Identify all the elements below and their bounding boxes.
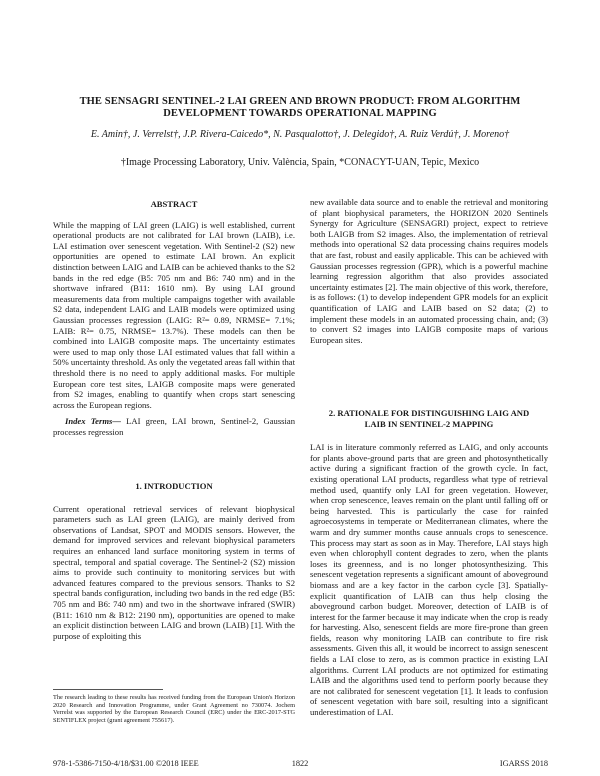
author-list: E. Amin†, J. Verrelst†, J.P. Rivera-Caicedo*, N. Pasqualotto†, J. Delegido†, A. Ruiz Verdú†, J. Moreno†: [90, 129, 510, 140]
section-2: [310, 408, 548, 718]
introduction-section: [53, 481, 295, 641]
title-line-2: DEVELOPMENT TOWARDS OPERATIONAL MAPPING: [163, 108, 437, 119]
section-2-heading: [310, 408, 548, 429]
index-terms: [53, 416, 295, 437]
index-terms-text: LAI green, LAI brown, Sentinel-2, Gaussian processes regression: [53, 416, 296, 437]
section-2-heading-line-2: LAIB IN SENTINEL-2 MAPPING: [364, 418, 494, 429]
index-terms-label: Index Terms—: [65, 416, 121, 427]
intro-continuation: new available data source and to enable the retrieval and monitoring of plant biophysical parameters, the HORIZON 2020 Sentinels Synergy for Agriculture (SENSAGRI) project, expect to retrieve both LAIGB from S2 images. Also, the implementation of retrieval methods into operational S2 data processing chains requires models that are fast, robust and easily applicable. This can be achieved with Gaussian processes regression (GPR), which is a powerful machine learning regression algorithm that also provides associated uncertainty estimates [2]. The main objective of this work, therefore, is as follows: (1) to develop independent GPR models for an explicit quantification of LAIG and LAIB based on S2 data; (2) to implement these models in an automated processing chain, and; (3) to convert S2 images into LAIGB composite maps of various European sites.: [310, 197, 548, 345]
abstract-heading: ABSTRACT: [150, 199, 198, 209]
affiliation: †Image Processing Laboratory, Univ. València, Spain, *CONACYT-UAN, Tepic, Mexico: [120, 157, 480, 168]
abstract-section: [53, 199, 295, 437]
section-2-heading-line-1: 2. RATIONALE FOR DISTINGUISHING LAIG AND: [328, 408, 530, 418]
abstract-body: While the mapping of LAI green (LAIG) is well established, current operational products are not calibrated for LAI brown (LAIB), i.e. LAI estimation over senescent vegetation. With Sentinel-2 (S2) new opportunities are opened to estimate LAI brown. An explicit distinction between LAIG and LAIB can be achieved thanks to the S2 bands in the red edge (B5: 705 nm and B6: 740 nm) and in the shortwave infrared (B11: 1610 nm). By using LAI ground measurements data from multiple campaigns together with available S2 data, independent LAIG and LAIB models were optimized using Gaussian processes regression (LAIG: R²= 0.89, NRMSE= 7.1%; LAIB: R²= 0.75, NRMSE= 13.7%). These models can then be combined into LAIGB composite maps. The uncertainty estimates were used to map only those LAI estimated values that fall within a 50% uncertainty threshold. As only the vegetated areas fall within that threshold there is no need to apply additional masks. For multiple European core test sites, LAIGB composite maps were generated from S2 images, enabling to quantify when crops start senescing across the European regions.: [53, 219, 295, 410]
section-2-body: LAI is in literature commonly referred as LAIG, and only accounts for plants above-ground parts that are green and photosynthetically active during a significant fraction of the growth cycle. In fact, existing operational LAI products, regardless what type of retrieval method used, quantify only LAI for green vegetation. However, when crop senescence, leaves remain on the plant until falling off or being harvested. This is particularly the case for rainfed agroecosystems in temperate or Mediterranean climates, where the warm and dry summer months cause annuals crops to senescence. This process may start as soon as in May. Therefore, LAI stays high even when chlorophyll content degrades to zero, when the plants loses its greenness, and is no longer photosynthesizing. This senescent vegetation represents a significant amount of aboveground biomass and are a key factor in the carbon cycle [3]. Spatially-explicit quantification of LAIB can thus help closing the aboveground carbon budget. Moreover, detection of LAIB is of interest for the farmer because it may indicate when the crop is ready for harvesting. Also, senescent fields are more fire-prone than green fields, reason why monitoring LAIB can contribute to fire risk assessments. Given this all, it would be incorrect to assign senescent fields a LAI close to zero, as is common practice in existing LAI algorithms. Current LAI products are not optimized for estimating LAIB and the algorithms used tend to perform poorly because they are not calibrated for senescent vegetation [1]. It leads to confusion of senescent vegetation with bare soil, resulting into a significant underestimation of LAI.: [310, 442, 548, 718]
title-line-1: THE SENSAGRI SENTINEL-2 LAI GREEN AND BROWN PRODUCT: FROM ALGORITHM: [79, 96, 521, 107]
paper-title: [30, 96, 570, 120]
introduction-body: Current operational retrieval services of relevant biophysical parameters such as LAI green (LAIG), are mainly derived from observations of Landsat, SPOT and MODIS sensors. However, the demand for improved services and relevant biophysical parameters requires an enhanced land surface monitoring system in terms of spectral, temporal and spatial coverage. The Sentinel-2 (S2) mission aims to provide such continuity to monitoring services but with advanced features compared to the previous sensors. Thanks to S2 spectral bands configuration, including two bands in the red edge (B5: 705 nm and B6: 740 nm) and two in the shortwave infrared (SWIR) (B11: 1610 nm & B12: 2190 nm), opportunities are opened to make an explicit distinction between LAIG and brown (LAIB) [1]. With the purpose of exploiting this: [53, 503, 295, 641]
footer-page-number: 1822: [291, 759, 309, 768]
footer-conference: IGARSS 2018: [499, 759, 548, 768]
introduction-heading: 1. INTRODUCTION: [135, 481, 213, 491]
footnote-rule: [53, 689, 163, 690]
footer-isbn: 978-1-5386-7150-4/18/$31.00 ©2018 IEEE: [53, 759, 199, 768]
funding-footnote: The research leading to these results has received funding from the European Union's Horizon 2020 Research and Innovation Programme, under Grant Agreement no 730074. Jochem Verrelst was supported by the European Research Council (ERC) under the ERC-2017-STG SENTIFLEX project (grant agreement 755617).: [53, 694, 295, 724]
